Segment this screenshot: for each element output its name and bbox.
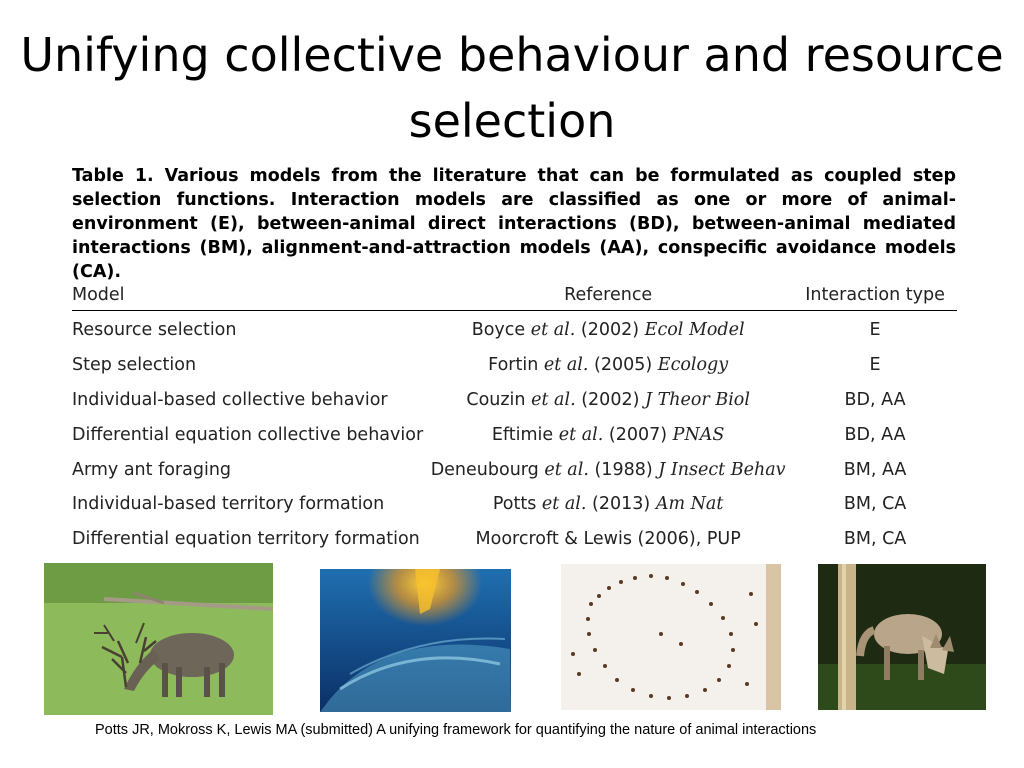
table-row bbox=[72, 348, 957, 383]
model-cell: Resource selection bbox=[72, 320, 237, 341]
ref-year: (2002) bbox=[581, 389, 640, 410]
reference-cell bbox=[423, 417, 793, 452]
slide-title: Unifying collective behaviour and resource selection bbox=[20, 28, 1004, 148]
ref-author: Fortin bbox=[488, 355, 539, 376]
ref-author: Eftimie bbox=[491, 424, 554, 445]
models-table bbox=[72, 280, 957, 557]
header-interaction-type: Interaction type bbox=[793, 280, 957, 311]
reference-cell: Moorcroft & Lewis (2006), PUP bbox=[475, 529, 741, 550]
ref-year: (2002) bbox=[580, 320, 640, 341]
ref-etal: et al. bbox=[541, 494, 587, 515]
ref-journal: Ecol Model bbox=[644, 320, 745, 341]
ref-author: Boyce bbox=[471, 320, 526, 341]
model-cell: Individual-based collective behavior bbox=[72, 389, 388, 410]
ref-year: (2013) bbox=[592, 494, 651, 515]
header-model: Model bbox=[72, 280, 423, 311]
ref-etal: et al. bbox=[531, 389, 576, 410]
interaction-type-cell: BD, AA bbox=[844, 424, 906, 445]
model-cell: Differential equation territory formation bbox=[72, 529, 420, 550]
ref-year: (2005) bbox=[594, 355, 653, 376]
table-header-row bbox=[72, 280, 957, 311]
ref-journal: PNAS bbox=[672, 424, 725, 445]
ref-author: Deneubourg bbox=[430, 459, 539, 480]
ref-etal: et al. bbox=[558, 424, 604, 445]
reference-cell bbox=[423, 383, 793, 418]
reference-cell bbox=[423, 452, 793, 487]
reindeer-photo bbox=[44, 563, 273, 715]
reference-cell bbox=[423, 311, 793, 348]
ref-journal: Ecology bbox=[657, 355, 729, 376]
interaction-type-cell: E bbox=[869, 355, 881, 376]
table-row bbox=[72, 417, 957, 452]
table-caption: Table 1. Various models from the literature that can be formulated as coupled step selection functions. Interaction models are classified as one or more of animal-environment (E), between-animal direct interactions (BD), between-animal mediated interactions (BM), alignment-and-attraction models (AA), conspecific avoidance models (CA). bbox=[72, 166, 956, 282]
model-cell: Step selection bbox=[72, 355, 197, 376]
ref-author: Couzin bbox=[466, 389, 526, 410]
reference-cell bbox=[423, 348, 793, 383]
table-row bbox=[72, 452, 957, 487]
ref-year: (2007) bbox=[608, 424, 668, 445]
ref-journal: J Insect Behav bbox=[658, 459, 786, 480]
interaction-type-cell: BD, AA bbox=[844, 389, 906, 410]
table-row bbox=[72, 311, 957, 348]
interaction-type-cell: E bbox=[869, 320, 881, 341]
ref-journal: Am Nat bbox=[655, 494, 724, 515]
interaction-type-cell: BM, CA bbox=[843, 529, 907, 550]
fish-school-photo bbox=[320, 569, 511, 712]
ref-etal: et al. bbox=[543, 355, 589, 376]
ants-photo bbox=[561, 564, 781, 710]
ref-journal: J Theor Biol bbox=[645, 389, 750, 410]
ref-year: (1988) bbox=[594, 459, 653, 480]
reference-cell bbox=[423, 487, 793, 522]
header-reference: Reference bbox=[423, 280, 793, 311]
interaction-type-cell: BM, CA bbox=[843, 494, 907, 515]
ref-etal: et al. bbox=[530, 320, 576, 341]
ref-etal: et al. bbox=[544, 459, 589, 480]
table-row bbox=[72, 522, 957, 557]
ref-author: Potts bbox=[492, 494, 537, 515]
interaction-type-cell: BM, AA bbox=[843, 459, 907, 480]
table-row bbox=[72, 487, 957, 522]
table-row bbox=[72, 383, 957, 418]
model-cell: Differential equation collective behavior bbox=[72, 424, 424, 445]
fox-photo bbox=[818, 564, 986, 710]
model-cell: Army ant foraging bbox=[72, 459, 232, 480]
model-cell: Individual-based territory formation bbox=[72, 494, 385, 515]
source-citation: Potts JR, Mokross K, Lewis MA (submitted) A unifying framework for quantifying the nature of animal interactions bbox=[95, 722, 817, 738]
